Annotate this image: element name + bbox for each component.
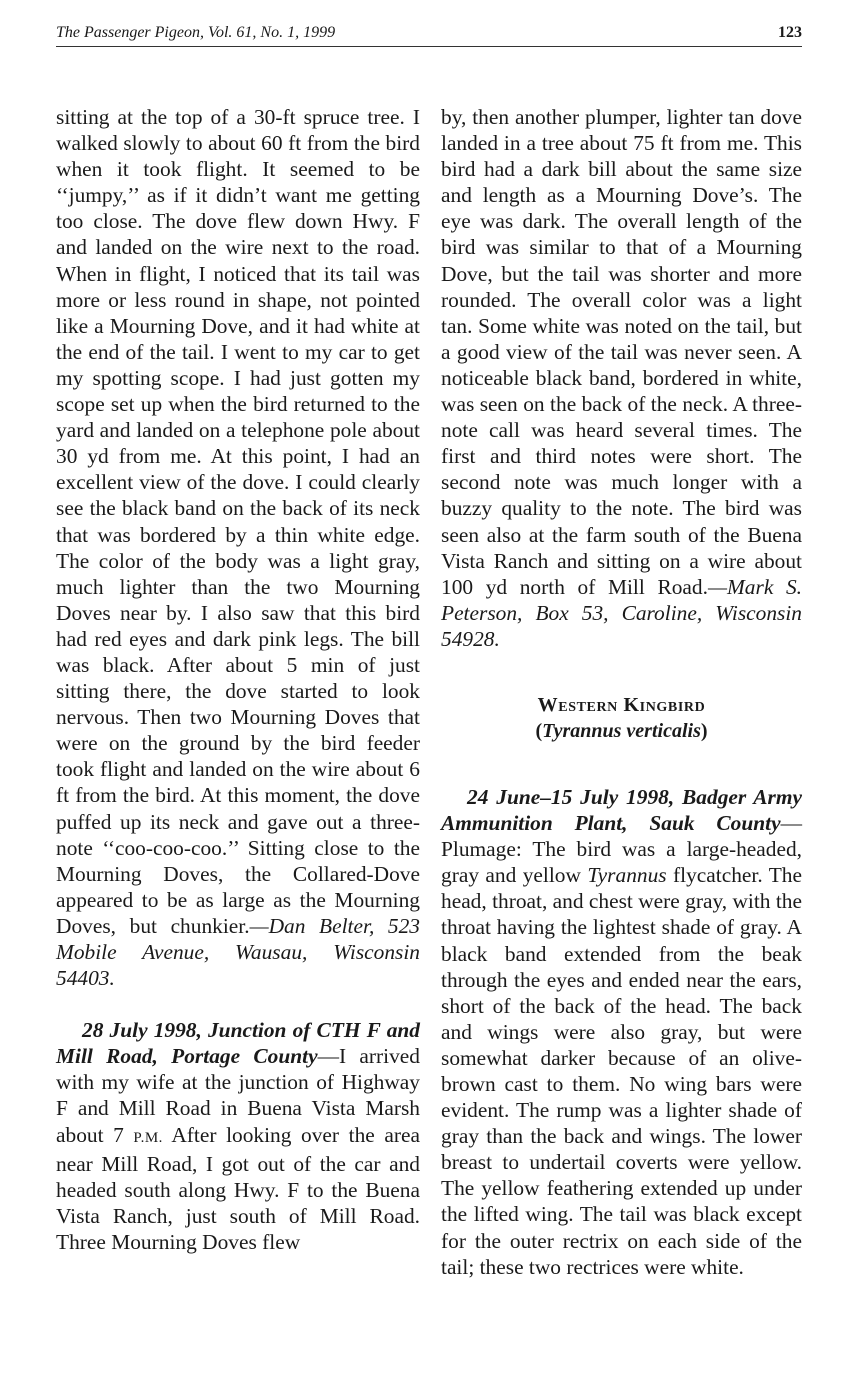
genus-name: Tyrannus: [587, 863, 667, 888]
western-kingbird-report: [441, 784, 802, 1280]
collared-dove-report-continued: [56, 104, 420, 991]
report-date-location: 24 June–15 July 1998, Badger Army Ammunition Plant, Sauk County: [441, 784, 802, 836]
observer-signature: —Dan Belter, 523 Mobile Avenue, Wausau, Wisconsin 54403.: [56, 913, 420, 991]
species-heading: Western Kingbird: [537, 693, 706, 716]
report-text-continued: flycatcher. The head, throat, and chest were gray, with the throat having the lightest shade of gray. A black band extended from the beak through the eyes and ended near the ears, short of the back of the head. The back and wings were also gray, but were somewhat darker because of an olive-brown cast to them. No wing bars were evident. The rump was a lighter shade of gray than the back and wings. The lower breast to undertail coverts were yellow. The yellow feathering extended up under the lifted wing. The tail was black except for the outer rectrix on each side of the tail; these two rectrices were white.: [441, 863, 802, 1279]
report-text: by, then another plumper, lighter tan dove landed in a tree about 75 ft from me. This bird had a dark bill about the same size and length as a Mourning Dove’s. The eye was dark. The overall length of the bird was similar to that of a Mourning Dove, but the tail was shorter and more rounded. The overall color was a light tan. Some white was noted on the tail, but a good view of the tail was never seen. A noticeable black band, bordered in white, was seen on the back of the neck. A three-note call was heard several times. The first and third notes were short. The second note was much longer with a buzzy quality to the note. The bird was seen also at the farm south of the Buena Vista Ranch and sitting on a wire about 100 yd north of Mill Road.: [441, 105, 802, 599]
report-date-location: 28 July 1998, Junction of CTH F and Mill Road, Portage County: [56, 1018, 420, 1069]
portage-county-report-continued: [441, 104, 802, 652]
time-unit: P.M.: [133, 1129, 163, 1146]
running-header: [56, 22, 802, 47]
journal-citation: The Passenger Pigeon, Vol. 61, No. 1, 1999: [56, 24, 336, 41]
report-text: —I arrived with my wife at the junction of Highway F and Mill Road in Buena Vista Marsh about 7: [56, 1044, 420, 1147]
right-column: [441, 104, 802, 1280]
observer-signature: —Mark S. Peterson, Box 53, Caroline, Wisconsin 54928.: [441, 574, 802, 651]
left-column: [56, 104, 420, 1255]
portage-county-report: [56, 1017, 420, 1255]
report-text: —Plumage: The bird was a large-headed, gray and yellow: [441, 811, 802, 888]
page-number: 123: [778, 24, 802, 41]
report-text-continued: After looking over the area near Mill Road, I got out of the car and headed south along Hwy. F to the Buena Vista Ranch, just south of Mill Road. Three Mourning Doves flew: [56, 1122, 420, 1254]
species-scientific-name: (Tyrannus verticalis): [535, 719, 708, 742]
report-text: sitting at the top of a 30-ft spruce tree. I walked slowly to about 60 ft from the bird when it took flight. It seemed to be ‘‘jumpy,’’ as if it didn’t want me getting too close. The dove flew down Hwy. F and landed on the wire next to the road. When in flight, I noticed that its tail was more or less round in shape, not pointed like a Mourning Dove, and it had white at the end of the tail. I went to my car to get my spotting scope. I had just gotten my scope set up when the bird returned to the yard and landed on a telephone pole about 30 yd from me. At this point, I had an excellent view of the dove. I could clearly see the black band on the back of its neck that was bordered by a thin white edge. The color of the body was a light gray, much lighter than the two Mourning Doves near by. I also saw that this bird had red eyes and dark pink legs. The bill was black. After about 5 min of just sitting there, the dove started to look nervous. Then two Mourning Doves that were on the ground by the bird feeder took flight and landed on the wire about 6 ft from the bird. At this moment, the dove puffed up its neck and gave out a three-note ‘‘coo-coo-coo.’’ Sitting close to the Mourning Doves, the Collared-Dove appeared to be as large as the Mourning Doves, but chunkier.: [56, 105, 420, 938]
